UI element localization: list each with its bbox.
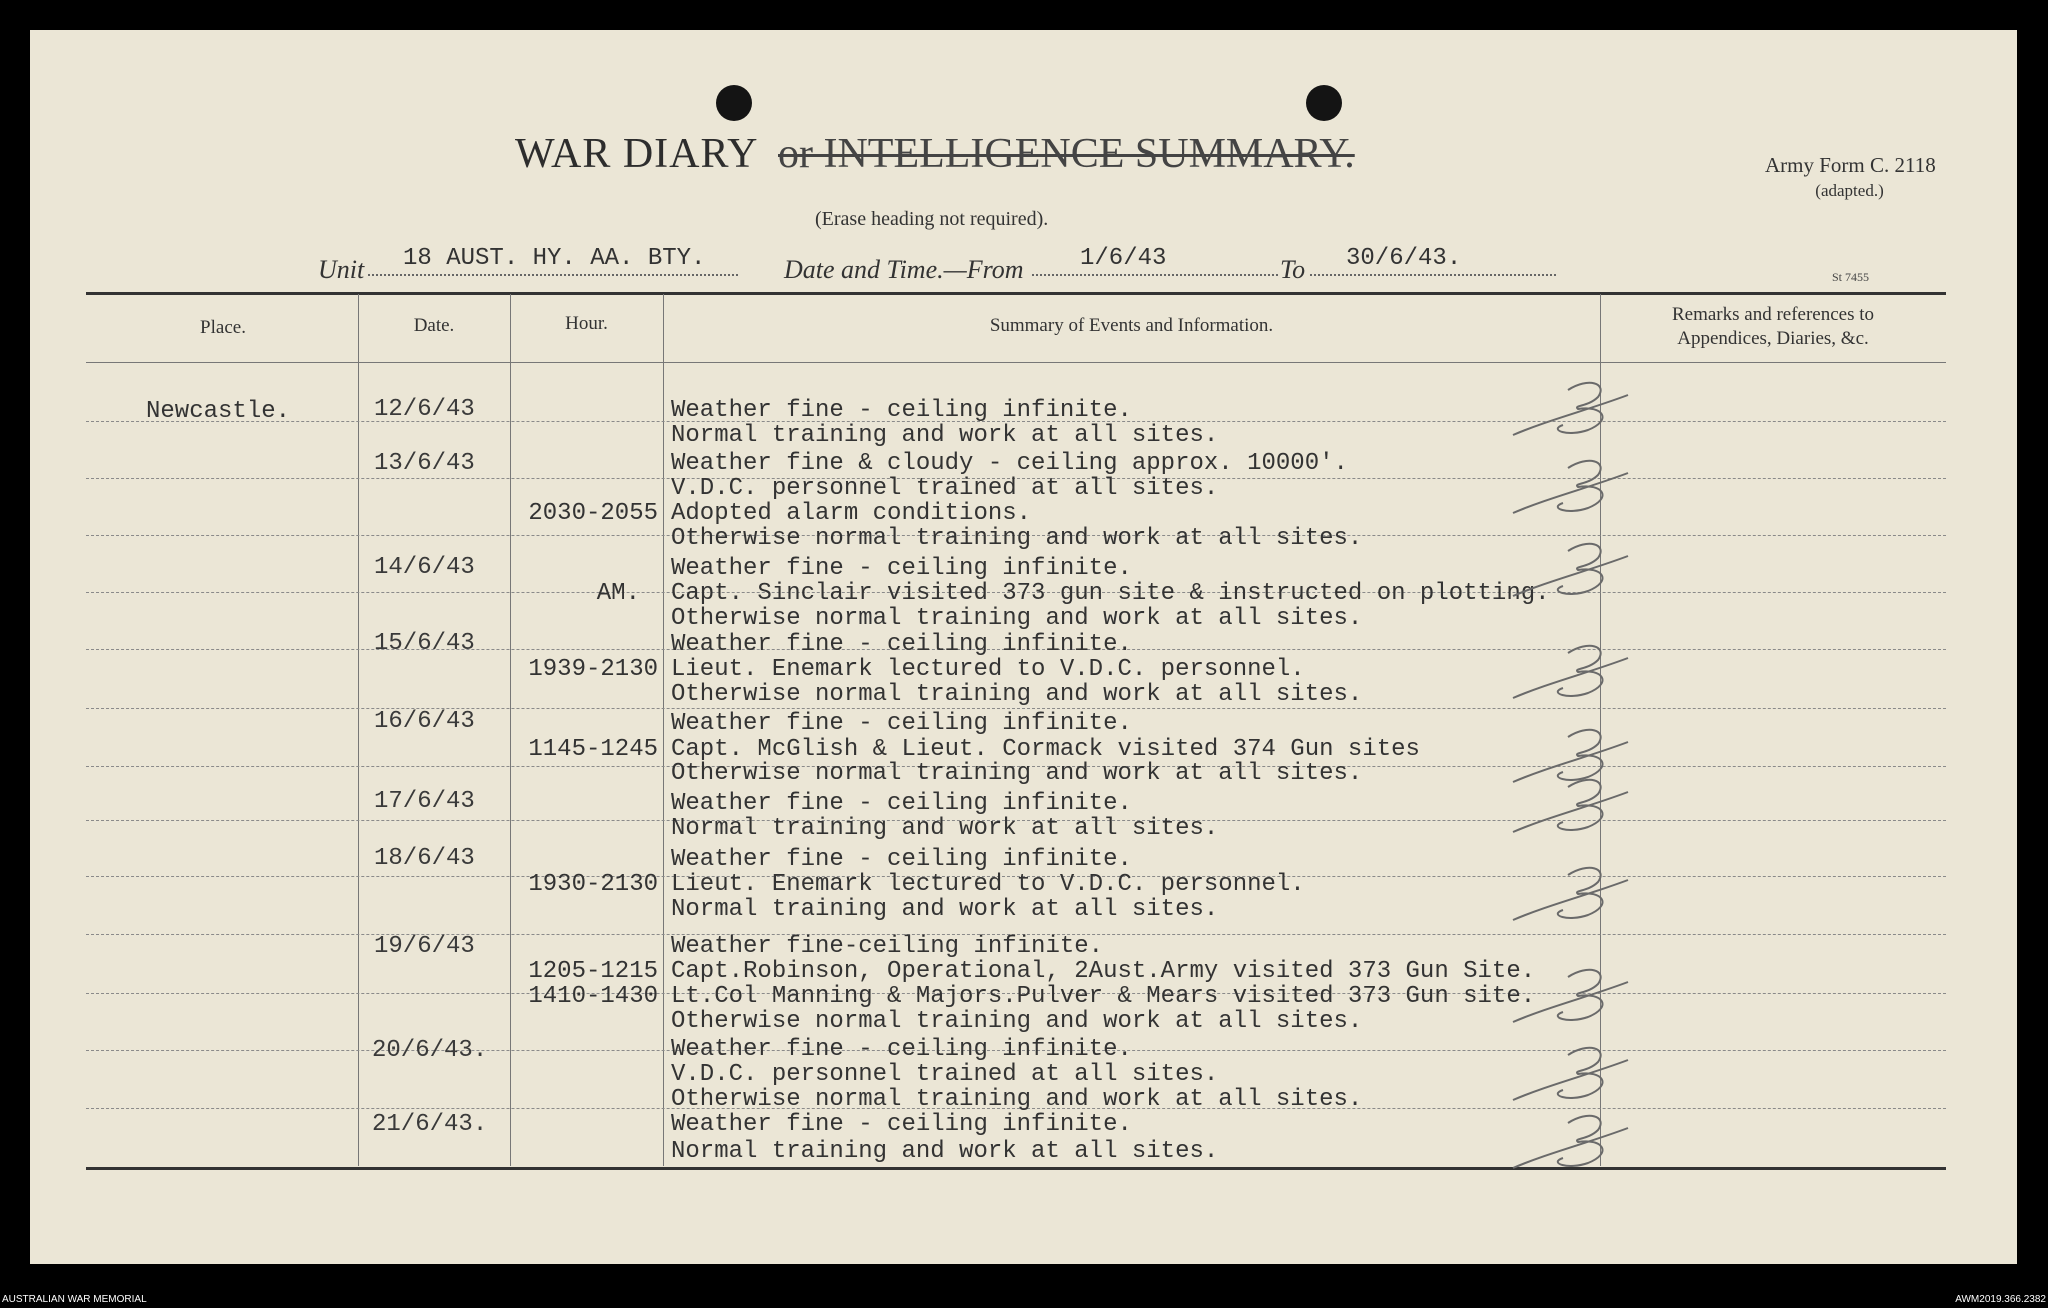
handwritten-initials	[1508, 536, 1648, 606]
unit-value: 18 AUST. HY. AA. BTY.	[403, 245, 706, 272]
summary-line: Lt.Col Manning & Majors.Pulver & Mears visited 373 Gun site.	[671, 983, 1536, 1010]
column-header-remarks: Remarks and references to Appendices, Diaries, &c.	[1671, 304, 1875, 349]
punch-hole	[716, 85, 752, 121]
column-header-hour: Hour.	[565, 313, 608, 334]
struck-heading: or INTELLIGENCE SUMMARY.	[778, 131, 1355, 177]
summary-line: Capt. McGlish & Lieut. Cormack visited 374 Gun sites	[671, 736, 1420, 763]
column-header-date: Date.	[413, 315, 455, 336]
summary-line: Normal training and work at all sites.	[671, 896, 1219, 923]
handwritten-initials	[1508, 638, 1648, 708]
entry-hour: 1930-2130	[528, 871, 658, 898]
summary-line: Capt. Sinclair visited 373 gun site & instructed on plotting.	[671, 580, 1550, 607]
entry-date: 20/6/43.	[372, 1037, 488, 1064]
entry-date: 14/6/43	[374, 554, 475, 581]
summary-line: Otherwise normal training and work at all sites.	[671, 760, 1363, 787]
entry-hour: 2030-2055	[528, 500, 658, 527]
summary-line: Weather fine - ceiling infinite.	[671, 846, 1132, 873]
from-date: 1/6/43	[1080, 245, 1167, 272]
summary-line: Otherwise normal training and work at all sites.	[671, 681, 1363, 708]
table-top-rule	[86, 292, 1946, 295]
entry-date: 18/6/43	[374, 845, 475, 872]
handwritten-initials	[1508, 962, 1648, 1032]
summary-line: Otherwise normal training and work at all sites.	[671, 525, 1363, 552]
handwritten-initials	[1508, 453, 1648, 523]
summary-line: Weather fine - ceiling infinite.	[671, 555, 1132, 582]
summary-line: Weather fine - ceiling infinite.	[671, 790, 1132, 817]
row-separator	[86, 708, 1946, 709]
table-bottom-rule	[86, 1167, 1946, 1170]
summary-line: V.D.C. personnel trained at all sites.	[671, 1061, 1219, 1088]
page-title: WAR DIARY	[515, 131, 759, 177]
punch-hole	[1306, 85, 1342, 121]
archive-credit: AUSTRALIAN WAR MEMORIAL	[2, 1294, 147, 1305]
column-header-summary: Summary of Events and Information.	[989, 315, 1274, 336]
header-rule	[86, 362, 1946, 363]
form-reference: Army Form C. 2118 (adapted.)	[1765, 153, 1936, 200]
entry-date: 17/6/43	[374, 788, 475, 815]
handwritten-initials	[1508, 375, 1648, 445]
entry-date: 15/6/43	[374, 630, 475, 657]
entry-date: 19/6/43	[374, 933, 475, 960]
stock-number: St 7455	[1832, 270, 1870, 284]
handwritten-initials	[1508, 1040, 1648, 1110]
column-header-place: Place.	[200, 317, 246, 338]
handwritten-initials	[1508, 1108, 1648, 1178]
summary-line: Normal training and work at all sites.	[671, 1138, 1219, 1165]
handwritten-initials	[1508, 860, 1648, 930]
column-divider	[358, 294, 359, 1166]
summary-line: Capt.Robinson, Operational, 2Aust.Army visited 373 Gun Site.	[671, 958, 1536, 985]
summary-line: Weather fine & cloudy - ceiling approx. 10000'.	[671, 450, 1348, 477]
column-divider	[663, 294, 664, 1166]
summary-line: Normal training and work at all sites.	[671, 815, 1219, 842]
erase-note: (Erase heading not required).	[815, 208, 1049, 230]
entry-hour: 1939-2130	[528, 656, 658, 683]
entry-date: 16/6/43	[374, 708, 475, 735]
entry-date: 12/6/43	[374, 396, 475, 423]
summary-line: Otherwise normal training and work at all sites.	[671, 1008, 1363, 1035]
unit-label: Unit	[318, 255, 365, 284]
summary-line: Lieut. Enemark lectured to V.D.C. personnel.	[671, 656, 1305, 683]
summary-line: Otherwise normal training and work at all sites.	[671, 605, 1363, 632]
place-value: Newcastle.	[146, 398, 291, 425]
entry-hour: 1205-1215	[528, 958, 658, 985]
to-label: To	[1280, 255, 1306, 284]
summary-line: Adopted alarm conditions.	[671, 500, 1032, 527]
summary-line: Otherwise normal training and work at all sites.	[671, 1086, 1363, 1113]
archive-reference: AWM2019.366.2382	[1955, 1294, 2046, 1305]
summary-line: Weather fine - ceiling infinite.	[671, 631, 1132, 658]
entry-hour: 1145-1245	[528, 736, 658, 763]
entry-date: 21/6/43.	[372, 1111, 488, 1138]
summary-line: Weather fine - ceiling infinite.	[671, 1111, 1132, 1138]
entry-date: 13/6/43	[374, 450, 475, 477]
summary-line: Weather fine-ceiling infinite.	[671, 933, 1104, 960]
summary-line: V.D.C. personnel trained at all sites.	[671, 475, 1219, 502]
to-underline	[1310, 274, 1556, 276]
summary-line: Weather fine - ceiling infinite.	[671, 710, 1132, 737]
unit-underline	[368, 274, 738, 276]
entry-hour: 1410-1430	[528, 983, 658, 1010]
summary-line: Weather fine - ceiling infinite.	[671, 1036, 1132, 1063]
summary-line: Lieut. Enemark lectured to V.D.C. personnel.	[671, 871, 1305, 898]
column-divider	[510, 294, 511, 1166]
date-time-label: Date and Time.—From	[784, 255, 1024, 284]
entry-hour: AM.	[596, 580, 640, 607]
summary-line: Weather fine - ceiling infinite.	[671, 397, 1132, 424]
handwritten-initials	[1508, 772, 1648, 842]
to-date: 30/6/43.	[1346, 245, 1462, 272]
from-underline	[1032, 274, 1278, 276]
summary-line: Normal training and work at all sites.	[671, 422, 1219, 449]
